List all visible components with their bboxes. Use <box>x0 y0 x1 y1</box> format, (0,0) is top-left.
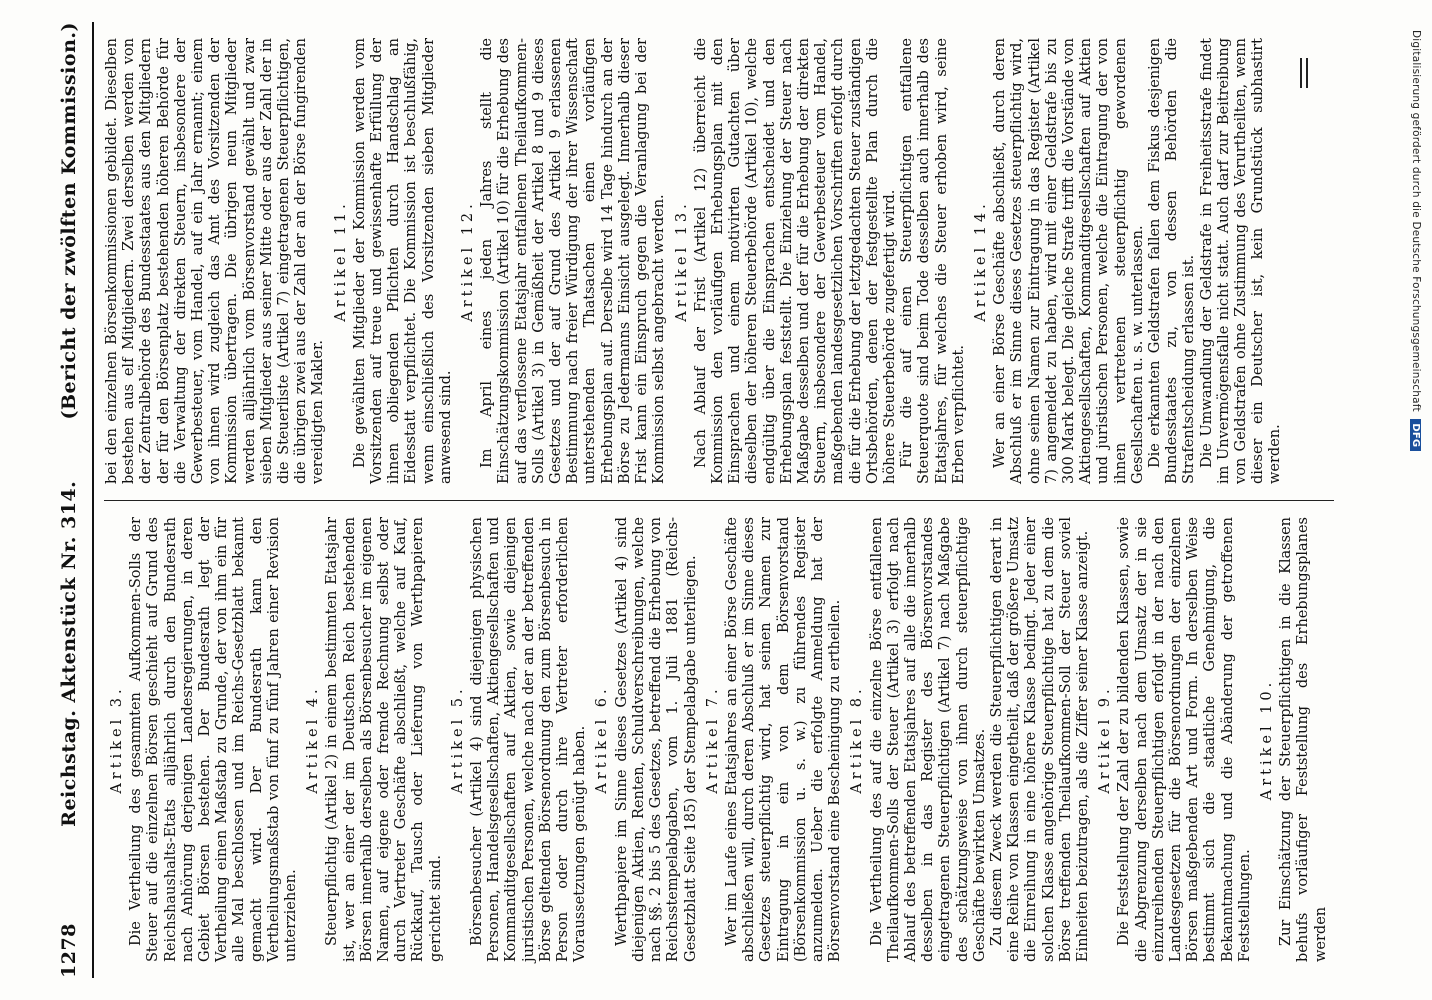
paragraph: Wer im Laufe eines Etatsjahres an einer Börse Geschäfte abschließen will, durch deren Abschluß er im Sinne dieses Gesetzes steuerpflichtig wird, hat seinen Namen zur Eintragung in ein von dem Börsenvorstand (Börsenkommission u. s. w.) zu führendes Register anzumelden. Ueber die erfolgte Anmeldung hat der Börsenvorstand eine Bescheinigung zu ertheilen. <box>723 517 844 962</box>
digitization-text: Digitalisierung gefördert durch die Deutsche Forschungsgemeinschaft <box>1410 30 1422 412</box>
article-heading: Artikel 7. <box>704 685 721 794</box>
digitization-note <box>1408 30 1422 730</box>
paragraph: Für die auf einen Steuerpflichtigen entfallene Steuerquote sind beim Tode desselben auch innerhalb des Etatsjahres, für welches die Steuer erhoben wird, seine Erben verpflichtet. <box>899 38 967 484</box>
page-number: 1278 <box>58 923 80 978</box>
article-heading: Artikel 3. <box>109 685 125 794</box>
text-columns <box>104 22 1334 978</box>
dfg-logo: DFG <box>1410 419 1421 451</box>
running-header <box>58 22 94 978</box>
rotated-page <box>40 0 1350 1000</box>
right-column <box>104 22 1334 500</box>
article-heading: Artikel 10. <box>1259 678 1275 801</box>
article-heading: Artikel 12. <box>460 200 477 322</box>
article-heading: Artikel 6. <box>594 685 611 794</box>
paragraph: Zu diesem Zweck werden die Steuerpflichtigen derart in eine Reihe von Klassen eingetheilt, daß der größere Umsatz die Einreihung in eine höhere Klasse bedingt. Jeder einer solchen Klasse angehörige Steuerpflichtige hat zu dem die Börse treffenden Theilaufkommen-Soll der Steuer soviel Einheiten beizutragen, als die Ziffer seiner Klasse anzeigt. <box>988 517 1091 962</box>
paragraph: Steuerpflichtig (Artikel 2) in einem bestimmten Etatsjahr ist, wer an einer der im Deutschen Reich bestehenden Börsen innerhalb derselben als Börsenbesucher im eigenen Namen, auf eigene oder fremde Rechnung selbst oder durch Vertreter Geschäfte abschließt, welche auf Kauf, Rückkauf, Tausch oder Lieferung von Werthpapieren gerichtet sind. <box>324 517 444 962</box>
paragraph: Die Feststellung der Zahl der zu bildenden Klassen, sowie die Abgrenzung derselben nach dem Umsatz der in sie einzureihenden Steuerpflichtigen erfolgt in der nach den Landesgesetzen für die Börsenordnungen der einzelnen Börsen maßgebenden Art und Form. In derselben Weise bestimmt sich die staatliche Genehmigung, die Bekanntmachung und die Abänderung der getroffenen Feststellungen. <box>1116 517 1253 962</box>
article-heading: Artikel 13. <box>673 200 690 322</box>
paragraph: Nach Ablauf der Frist (Artikel 12) überreicht die Kommission den vorläufigen Erhebungsplan mit den Einsprachen und einem motivirten Gutachten über dieselben der höheren Steuerbehörde (Artikel 10), welche endgültig über die Einsprachen entscheidet und den Erhebungsplan feststellt. Die Einziehung der Steuer nach Maßgabe desselben und der für die Erhebung der direkten Steuern, insbesondere der Gewerbesteuer vom Handel, maßgebenden landesgesetzlichen Vorschriften erfolgt durch die für die Erhebung der letztgedachten Steuer zuständigen Ortsbehörden, denen der festgestellte Plan durch die höhere Steuerbehörde zugefertigt wird. <box>692 38 898 484</box>
paragraph: Die Vertheilung des gesammten Aufkommen-Solls der Steuer auf die einzelnen Börsen geschieht auf Grund des Reichshaushalts-Etats alljährlich durch den Bundesrath nach Anhörung derjenigen Landesregierungen, in deren Gebiet Börsen bestehen. Der Bundesrath legt der Vertheilung einen Maßstab zu Grunde, der von ihm ein für alle Mal beschlossen und im Reichs-Gesetzblatt bekannt gemacht wird. Der Bundesrath kann den Vertheilungsmaßstab von fünf zu fünf Jahren einer Revision unterziehen. <box>128 517 300 962</box>
article-heading: Artikel 9. <box>1097 685 1114 794</box>
paragraph: Werthpapiere im Sinne dieses Gesetzes (Artikel 4) sind diejenigen Aktien, Renten, Schuldverschreibungen, welche nach §§. 2 bis 5 des Gesetzes, betreffend die Erhebung von Reichsstempelabgaben, vom 1. Juli 1881 (Reichs-Gesetzblatt Seite 185) der Stempelabgabe unterliegen. <box>613 517 699 962</box>
paragraph: Die erkannten Geldstrafen fallen dem Fiskus desjenigen Bundesstaates zu, von dessen Behörden die Strafentscheidung erlassen ist. <box>1146 38 1198 484</box>
paragraph: Die gewählten Mitglieder der Kommission werden vom Vorsitzenden auf treue und gewissenhafte Erfüllung der ihnen obliegenden Pflichten durch Handschlag an Eidesstatt verpflichtet. Die Kommission ist beschlußfähig, wenn einschließlich des Vorsitzenden sieben Mitglieder anwesend sind. <box>351 38 454 484</box>
paragraph: Im April eines jeden Jahres stellt die Einschätzungskommission (Artikel 10) für die Erhebung des auf das verflossene Etatsjahr entfallenen Theilaufkommen-Solls (Artikel 3) in Gemäßheit der Artikel 8 und 9 dieses Gesetzes und der auf Grund des Artikel 9 erlassenen Bestimmung nach freier Würdigung der ihrer Wissenschaft unterstehenden Thatsachen einen vorläufigen Erhebungsplan auf. Derselbe wird 14 Tage hindurch an der Börse zu Jedermanns Einsicht ausgelegt. Innerhalb dieser Frist kann ein Einspruch gegen die Veranlagung bei der Kommission selbst angebracht werden. <box>479 38 668 484</box>
paragraph: Die Vertheilung des auf die einzelne Börse entfallenen Theilaufkommen-Solls der Steuer (Artikel 3) erfolgt nach Ablauf des betreffenden Etatsjahres auf alle die innerhalb desselben in das Register des Börsenvorstandes eingetragenen Steuerpflichtigen (Artikel 7) nach Maßgabe des schätzungsweise von ihnen durch steuerpflichtige Geschäfte bewirkten Umsatzes. <box>868 517 988 962</box>
paragraph: bei den einzelnen Börsenkommissionen gebildet. Dieselben bestehen aus elf Mitgliedern. Zwei derselben werden von der Zentralbehörde des Bundesstaates aus den Mitgliedern der für den Börsenplatz bestehenden höheren Behörde für die Verwaltung der direkten Steuern, insbesondere der Gewerbesteuer, vom Handel, auf ein Jahr ernannt; einem von ihnen wird zugleich das Amt des Vorsitzenden der Kommission übertragen. Die übrigen neun Mitglieder werden alljährlich vom Börsenvorstand gewählt und zwar sieben Mitglieder aus seiner Mitte oder aus der Zahl der in die Steuerliste (Artikel 7) eingetragenen Steuerpflichtigen, die übrigen zwei aus der Zahl der an der Börse fungirenden vereidigten Makler. <box>104 38 327 484</box>
paragraph: Wer an einer Börse Geschäfte abschließt, durch deren Abschluß er im Sinne dieses Gesetzes steuerpflichtig wird, ohne seinen Namen zur Eintragung in das Register (Artikel 7) angemeldet zu haben, wird mit einer Geldstrafe bis zu 300 Mark belegt. Die gleiche Strafe trifft die Vorstände von Aktiengesellschaften, Kommanditgesellschaften auf Aktien und juristischen Personen, welche die Eintragung der von ihnen vertretenen steuerpflichtig gewordenen Gesellschaften u. s. w. unterlassen. <box>992 38 1146 484</box>
paragraph: Die Umwandlung der Geldstrafe in Freiheitsstrafe findet im Unvermögensfalle nicht statt. Auch darf zur Beitreibung von Geldstrafen ohne Zustimmung des Verurtheilten, wenn dieser ein Deutscher ist, kein Grundstück subhastirt werden. <box>1198 38 1284 484</box>
article-heading: Artikel 4. <box>305 685 322 794</box>
left-column <box>104 500 1334 978</box>
article-heading: Artikel 8. <box>849 685 866 794</box>
article-heading: Artikel 11. <box>332 200 349 322</box>
header-title: Reichstag. Aktenstück Nr. 314. <box>58 480 80 827</box>
article-heading: Artikel 5. <box>449 685 466 794</box>
header-subtitle: (Bericht der zwölften Kommission.) <box>58 22 80 420</box>
article-heading: Artikel 14. <box>972 200 989 322</box>
paragraph: Zur Einschätzung der Steuerpflichtigen in die Klassen behufs vorläufiger Feststellung des Erhebungsplanes werden <box>1278 517 1329 962</box>
paragraph: Börsenbesucher (Artikel 4) sind diejenigen physischen Personen, Handelsgesellschaften, Aktiengesellschaften und Kommanditgesellschaften auf Aktien, sowie diejenigen juristischen Personen, welche nach der an der betreffenden Börse geltenden Börsenordnung den zum Börsenbesuch in Person oder durch ihre Vertreter erforderlichen Voraussetzungen genügt haben. <box>469 517 589 962</box>
